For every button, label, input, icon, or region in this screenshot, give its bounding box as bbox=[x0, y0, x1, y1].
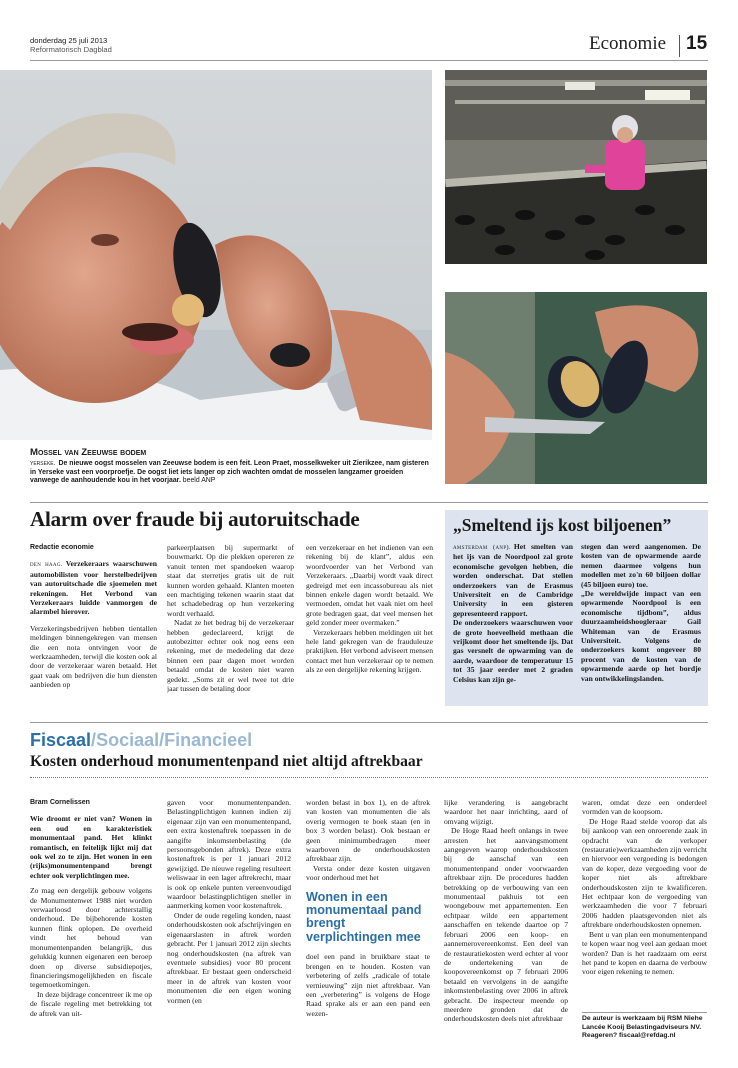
article1-headline: Alarm over fraude bij autoruitschade bbox=[30, 507, 360, 531]
article3-col2-text1: gaven voor monumentenpanden. Belastingplichtigen kunnen indien zij eigenaar zijn van een monumentenpand, een extra kostenaftrek toepassen in de aangifte inkomstenbelasting (de persoonsgebonden aftrek). Deze extra kostenaftrek is per 1 januari 2012 gewijzigd. De nieuwe regeling resulteert weliswaar in een lager aftrekrecht, maar is ook op enkele punten vereenvoudigd waardoor belastingplichtigen sneller in aanmerking komen voor kostenaftrek. bbox=[167, 798, 291, 911]
article2-col1-text2: De onderzoekers waarschuwen voor de grote hoeveelheid methaan die vrijkomt door het smeltende ijs. Dat gas versnelt de opwarming van de aarde, waardoor de temperatuur 15 tot 35 jaar eerder met 2 graden Celsius kan zijn ge- bbox=[453, 618, 573, 684]
main-photo bbox=[0, 70, 432, 440]
article3-col3-text1: worden belast in box 1), en de aftrek van kosten van monumenten die als overig vermogen te boek staan (en in box 3 worden belast). Ook bestaan er geen minimumbedragen meer waarboven de onderhoudskosten aftrekbaar zijn. bbox=[306, 798, 430, 864]
article3-col1-text1: Zo mag een dergelijk gebouw volgens de Monumentenwet 1988 niet worden verwaarloosd door achterstallig onderhoud. De bijbehorende kosten kunnen flink oplopen. De overheid vindt het behoud van monumentenpanden belangrijk, dus gelukkig kunnen eigenaren een beroep doen op diverse subsidiepotjes, financieringsmogelijkheden en fiscale tegemoetkomingen. bbox=[30, 886, 152, 990]
article3-col1 bbox=[30, 798, 152, 1064]
article1-col1 bbox=[30, 543, 157, 708]
article2-headline: „Smeltend ijs kost biljoenen” bbox=[453, 515, 672, 535]
article1-col3-text2: Verzekeraars hebben meldingen uit het hele land gekregen van de frauduleuze praktijken. Het verbond adviseert mensen contact met hun verzekeraar op te nemen als ze een dergelijke rekening krijgen. bbox=[306, 627, 433, 675]
article1-col1-text: Verzekeringsbedrijven hebben tientallen meldingen binnengekregen van mensen die een nota ontvingen voor de werkzaamheden, terwijl die kosten ook al door de verzekeraar waren betaald. Het gaat vaak om bedrijven die hun diensten aanbieden op bbox=[30, 623, 157, 690]
section-rule-2 bbox=[30, 722, 708, 723]
photo-caption-credit: beeld ANP bbox=[182, 477, 216, 484]
banner-sociaal: Sociaal bbox=[96, 730, 160, 750]
article1-lead: Verzekeraars waarschuwen automobilisten voor herstelbedrijven van autoruitschade die sjoemelen met rekeningen. Het Verbond van Verzekeraars luidde vanmorgen de alarmbel hierover. bbox=[30, 559, 157, 617]
header-date: donderdag 25 juli 2013 bbox=[30, 36, 108, 45]
article2-place: amsterdam (anp). bbox=[453, 544, 511, 551]
article3-col2-text2: Onder de oude regeling konden, naast onderhoudskosten ook afschrijvingen en eigenaarslasten in aftrek worden gebracht. Per 1 januari 2012 zijn slechts nog onderhoudskosten (na aftrek van eventuele subsidies) voor 80 procent aftrekbaar. Er bestaat geen onderscheid meer in de aftrek van kosten voor monumenten die een eigen woning vormen (en bbox=[167, 910, 291, 1005]
article2-col2-text2: „De wereldwijde impact van een opwarmende Noordpool is een economische tijdbom”, aldus duurzaamheidshoogleraar Gail Whiteman van de Erasmus Universiteit. Volgens de onderzoekers komt ongeveer 80 procent van de kosten van de opwarmende aarde op het bordje van ontwikkelingslanden. bbox=[581, 589, 701, 683]
article2-col2 bbox=[581, 542, 701, 702]
article3-col1-text2: In deze bijdrage concentreer ik me op de fiscale regeling met betrekking tot de aftrek van uit- bbox=[30, 989, 152, 1018]
section-banner bbox=[30, 730, 252, 751]
banner-fiscaal: Fiscaal bbox=[30, 730, 92, 750]
article3-col2 bbox=[167, 798, 291, 1064]
header-divider bbox=[679, 35, 680, 57]
article2-col2-text1: stegen dan werd aangenomen. De kosten van de opwarmende aarde nemen daarmee volgens hun modellen met zo'n 60 biljoen dollar (45 biljoen euro) toe. bbox=[581, 542, 701, 589]
photo-caption-text bbox=[30, 460, 430, 486]
photo-caption-title: Mossel van Zeeuwse bodem bbox=[30, 447, 147, 458]
header-paper: Reformatorisch Dagblad bbox=[30, 45, 112, 54]
mussel-knife-photo bbox=[445, 292, 707, 484]
page-number: 15 bbox=[686, 33, 708, 54]
article3-lead: Wie droomt er niet van? Wonen in een oud en karakteristiek monumentaal pand. Het klinkt romantisch, en feitelijk lijkt mij dat ook wel zo te zijn. Het wonen in een (rijks)monumentenpand brengt echter ook verplichtingen mee. bbox=[30, 814, 152, 880]
article3-col5 bbox=[582, 798, 707, 1012]
section-title: Economie bbox=[589, 33, 667, 54]
article3-col5-text2: De Hoge Raad stelde voorop dat als bij aankoop van een onroerende zaak in opdracht van de verkoper (restauratie)werkzaamheden zijn verricht en hiervoor een vergoeding is bedongen van de koper, deze vergoeding voor de koper niet als aftrekbare onderhoudskosten zijn te kwalificeren. Het echtpaar kon de vergoeding van werkzaamheden die voor 7 februari 2006 hadden plaatsgevonden niet als aftrekbare onderhoudskosten opnemen. bbox=[582, 816, 707, 930]
article1-col2 bbox=[167, 543, 294, 708]
banner-financieel: Financieel bbox=[164, 730, 253, 750]
article3-col4-text2: De Hoge Raad heeft onlangs in twee arresten het aanvangsmoment aangegeven waarop onderhoudskosten bij de aanschaf van een monumentenpand onder voorwaarden aftrekbaar zijn. De procedures hadden betrekking op de verbouwing van een monumentaal pakhuis tot een woongebouw met appartementen. Een echtpaar wilde een appartement aanschaffen en tekende daartoe op 7 februari 2006 een koop- en aannemerovereenkomst. Een deel van de restauratiekosten werd echter al voor de ondertekening van de koopovereenkomst op 7 februari 2006 betaald en vervolgens in de aangifte inkomstenbelasting over 2006 in aftrek gebracht. De inspecteur meende op meerdere gronden dat de onderhoudskosten deels niet aftrekbaar bbox=[444, 826, 568, 1024]
section-rule-1 bbox=[30, 502, 708, 503]
header-rule bbox=[30, 60, 708, 61]
article3-col5-text3: Bent u van plan een monumentenpand te kopen waar nog veel aan gedaan moet worden? Dan is het raadzaam om eerst het pand te kopen en daarna de verbouw voor eigen rekening te nemen. bbox=[582, 929, 707, 977]
article1-col2-text1: parkeerplaatsen bij supermarkt of bouwmarkt. Op die plekken opereren ze vanuit tenten met spandoeken waarop staat dat sterretjes gratis uit de ruit kunnen worden gehaald. Klanten moeten een machtiging tekenen waarin staat dat het schadebedrag op hun verzekering wordt verhaald. bbox=[167, 543, 294, 618]
article3-subhead: Wonen in een monumentaal pand brengt verplichtingen mee bbox=[306, 889, 422, 944]
article1-col2-text2: Nadat ze het bedrag bij de verzekeraar hebben gedeclareerd, krijgt de autobezitter echter ook nog eens een rekening, met de mededeling dat deze binnen een paar dagen moet worden betaald omdat de kosten niet waren gedekt. „Soms zit er wel twee tot drie jaar tussen de betaling door bbox=[167, 618, 294, 694]
article3-col3 bbox=[306, 798, 430, 1064]
article3-byline: Bram Cornelissen bbox=[30, 799, 90, 806]
article2-col1 bbox=[453, 542, 573, 702]
factory-photo bbox=[445, 70, 707, 264]
banner-sep1: / bbox=[91, 730, 97, 750]
article3-col3-text3: doel een pand in bruikbare staat te brengen en te houden. Kosten van verbetering of zelfs „radicale of totale vernieuwing” zijn niet aftrekbaar. Van een „verbetering” is volgens de Hoge Raad sprake als er aan een pand een wezen- bbox=[306, 952, 430, 1018]
article1-col3-text1: een verzekeraar en het indienen van een rekening bij de klant”, aldus een woordvoerder van het Verbond van Verzekeraars. „Daarbij wordt vaak direct gedreigd met een incassobureau als niet binnen enkele dagen wordt betaald. We vermoeden, omdat het vaak niet om heel grote bedragen gaat, dat veel mensen het geld zonder meer overmaken.” bbox=[306, 543, 433, 628]
article3-col3-text2: Versta onder deze kosten uitgaven voor onderhoud met het bbox=[306, 863, 430, 883]
author-note: De auteur is werkzaam bij RSM Niehe Lancée Kooij Belastingadviseurs NV. Reageren? fiscaal@refdag.nl bbox=[582, 1015, 703, 1040]
headline-dotted-rule bbox=[30, 777, 708, 778]
article3-headline: Kosten onderhoud monumentenpand niet altijd aftrekbaar bbox=[30, 753, 423, 770]
banner-sep2: / bbox=[159, 730, 165, 750]
article1-byline: Redactie economie bbox=[30, 544, 94, 551]
article3-col4 bbox=[444, 798, 568, 1064]
article3-col4-text1: lijke verandering is aangebracht waardoor het naar inrichting, aard of omvang wijzigt. bbox=[444, 798, 568, 826]
article2-col1-text: Het smelten van het ijs van de Noordpool zal grote economische gevolgen hebben, die worden onderschat. Dat stellen onderzoekers van de Erasmus Universiteit en de Cambridge University in een gisteren gepresenteerd rapport. bbox=[453, 542, 573, 618]
article3-col5-text1: waren, omdat deze een onderdeel vormden van de koopsom. bbox=[582, 798, 707, 817]
photo-caption-place: yerseke. bbox=[30, 460, 56, 467]
article1-col3 bbox=[306, 543, 433, 708]
photo-caption-body: De nieuwe oogst mosselen van Zeeuwse bodem is een feit. Leon Praet, mosselkweker uit Zierikzee, nam gisteren in Yerseke vast een voorproefje. De oogst liet iets langer op zich wachten omdat de mosselen langzamer groeiden vanwege de aanhoudende kou in het voorjaar. bbox=[30, 460, 429, 484]
article1-place: den haag. bbox=[30, 561, 63, 569]
author-note-rule bbox=[582, 1012, 707, 1013]
